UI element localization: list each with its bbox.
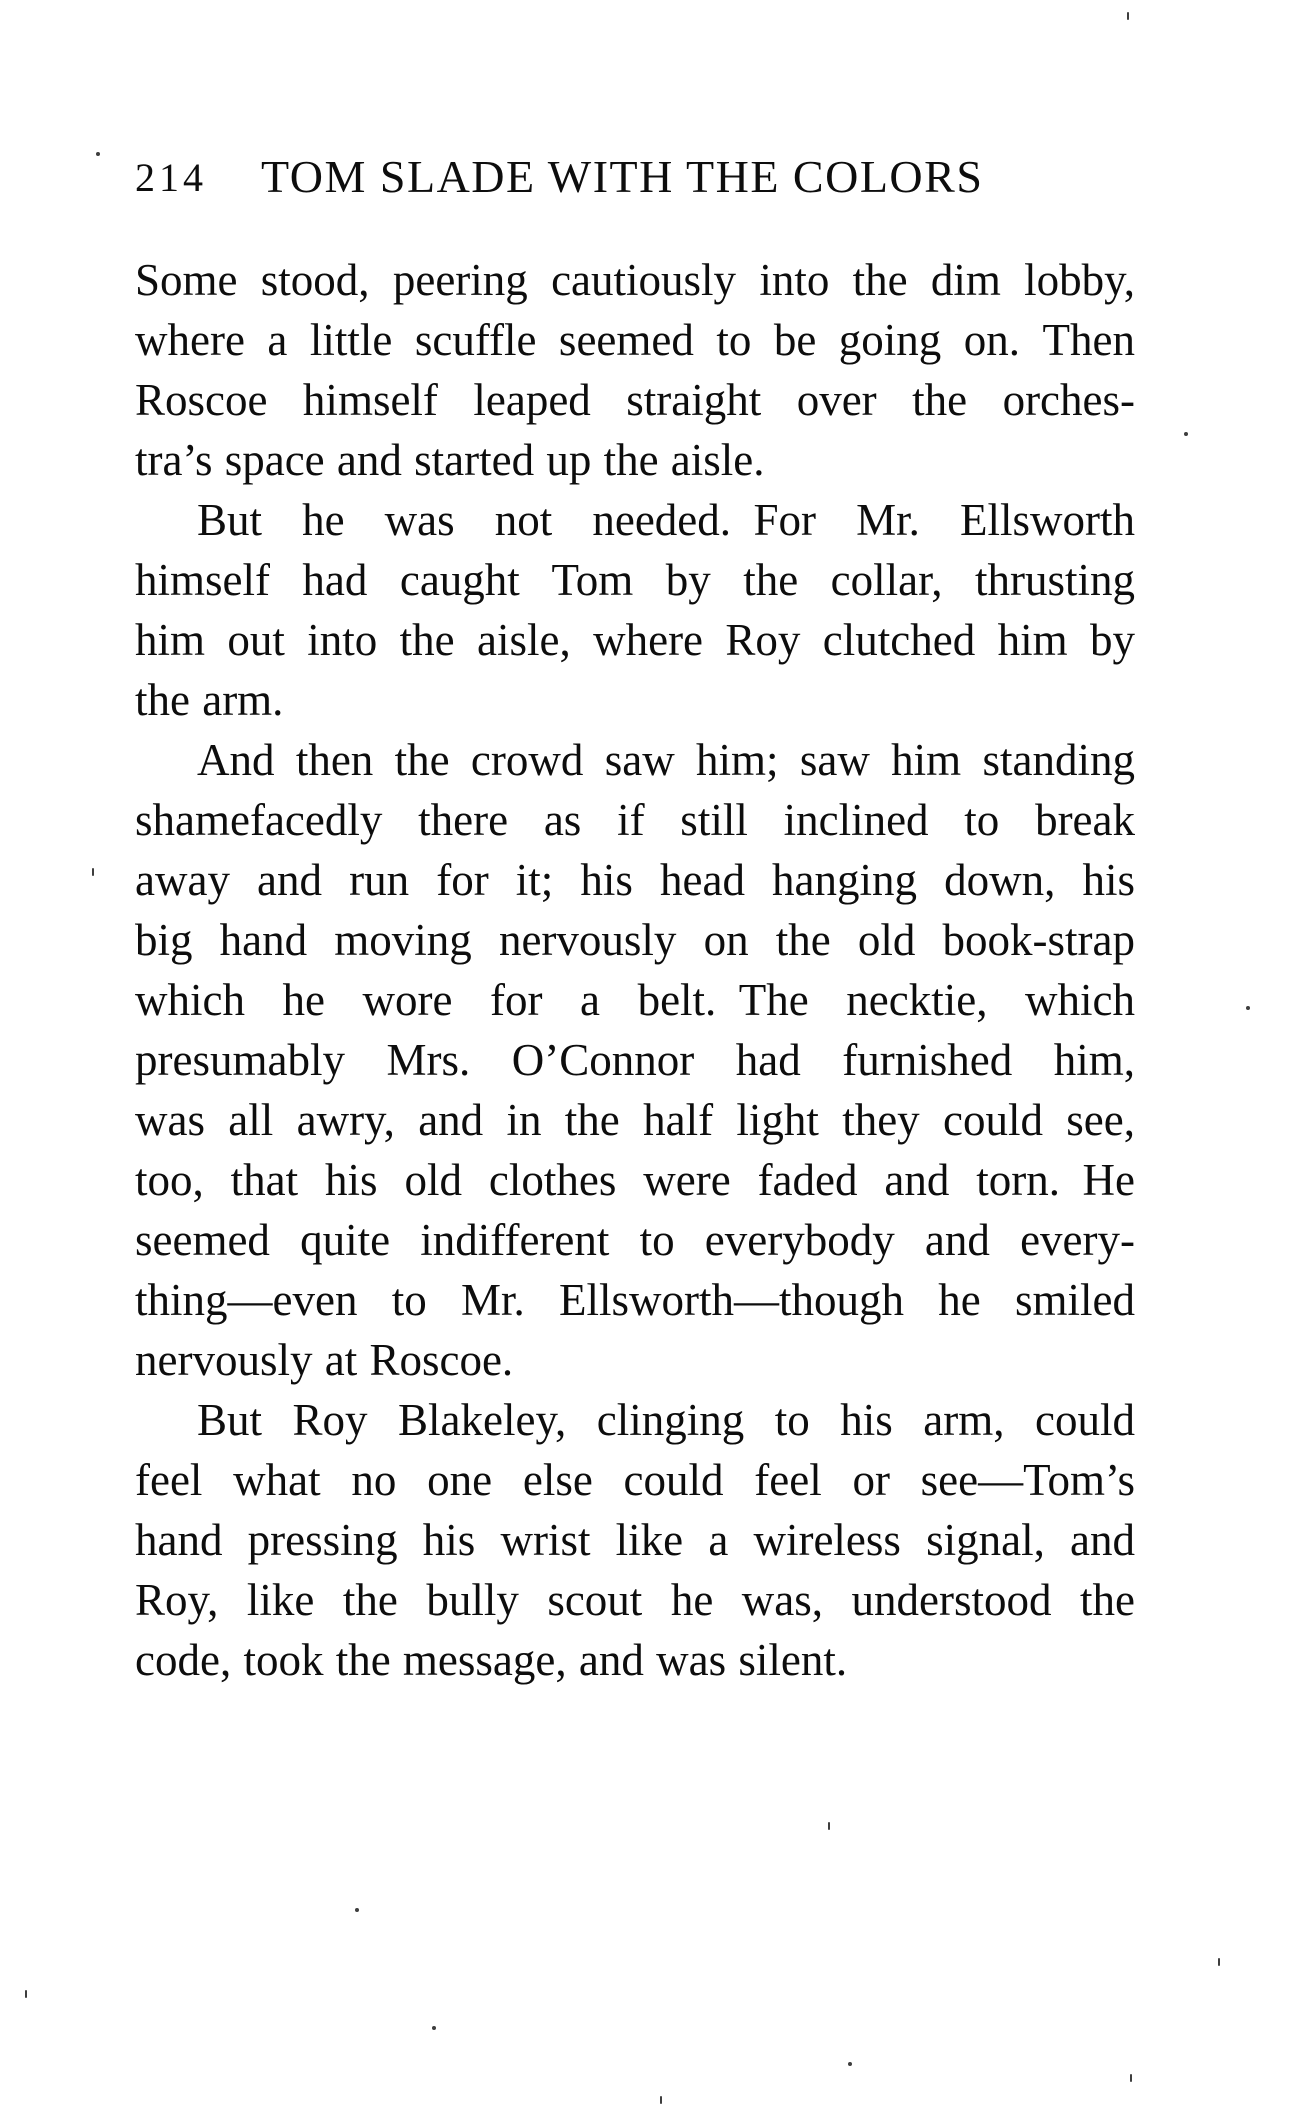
scan-speck xyxy=(432,2026,436,2030)
text-line: him out into the aisle, where Roy clutched him by xyxy=(135,615,1135,665)
text-line: Roscoe himself leaped straight over the orches- xyxy=(135,375,1135,425)
scan-speck xyxy=(1184,432,1188,436)
scan-speck xyxy=(660,2096,662,2104)
text-line: Some stood, peering cautiously into the dim lobby, xyxy=(135,255,1135,305)
scan-speck xyxy=(96,152,100,156)
text-line: himself had caught Tom by the collar, thrusting xyxy=(135,555,1135,605)
body-text xyxy=(135,250,1135,1690)
text-line: was all awry, and in the half light they could see, xyxy=(135,1095,1135,1145)
scan-speck xyxy=(1130,2074,1132,2082)
text-line: big hand moving nervously on the old book-strap xyxy=(135,915,1135,965)
text-line: too, that his old clothes were faded and torn. He xyxy=(135,1155,1135,1205)
scan-speck xyxy=(92,868,94,876)
text-line: Roy, like the bully scout he was, understood the xyxy=(135,1575,1135,1625)
text-line: shamefacedly there as if still inclined to break xyxy=(135,795,1135,845)
scan-speck xyxy=(1127,12,1129,20)
text-line: which he wore for a belt. The necktie, which xyxy=(135,975,1135,1025)
page-title: TOM SLADE WITH THE COLORS xyxy=(261,151,984,202)
text-line: tra’s space and started up the aisle. xyxy=(135,435,765,485)
scan-speck xyxy=(828,1822,830,1830)
text-line: And then the crowd saw him; saw him standing xyxy=(197,735,1135,785)
text-line: thing—even to Mr. Ellsworth—though he smiled xyxy=(135,1275,1135,1325)
text-line: But he was not needed. For Mr. Ellsworth xyxy=(197,495,1135,545)
text-line: away and run for it; his head hanging down, his xyxy=(135,855,1135,905)
text-line: presumably Mrs. O’Connor had furnished him, xyxy=(135,1035,1135,1085)
text-line: where a little scuffle seemed to be going on. Then xyxy=(135,315,1135,365)
text-line: hand pressing his wrist like a wireless signal, and xyxy=(135,1515,1135,1565)
scan-speck xyxy=(25,1990,27,1998)
scan-speck xyxy=(1218,1958,1220,1966)
text-line: the arm. xyxy=(135,675,284,725)
page-header xyxy=(135,150,1135,202)
text-line: code, took the message, and was silent. xyxy=(135,1635,848,1685)
text-line: seemed quite indifferent to everybody and every- xyxy=(135,1215,1135,1265)
text-line: nervously at Roscoe. xyxy=(135,1335,514,1385)
scan-speck xyxy=(355,1908,359,1912)
scan-speck xyxy=(1246,1006,1250,1010)
scan-speck xyxy=(848,2062,852,2066)
page-number: 214 xyxy=(135,155,207,200)
text-line: But Roy Blakeley, clinging to his arm, could xyxy=(197,1395,1135,1445)
text-line: feel what no one else could feel or see—Tom’s xyxy=(135,1455,1135,1505)
